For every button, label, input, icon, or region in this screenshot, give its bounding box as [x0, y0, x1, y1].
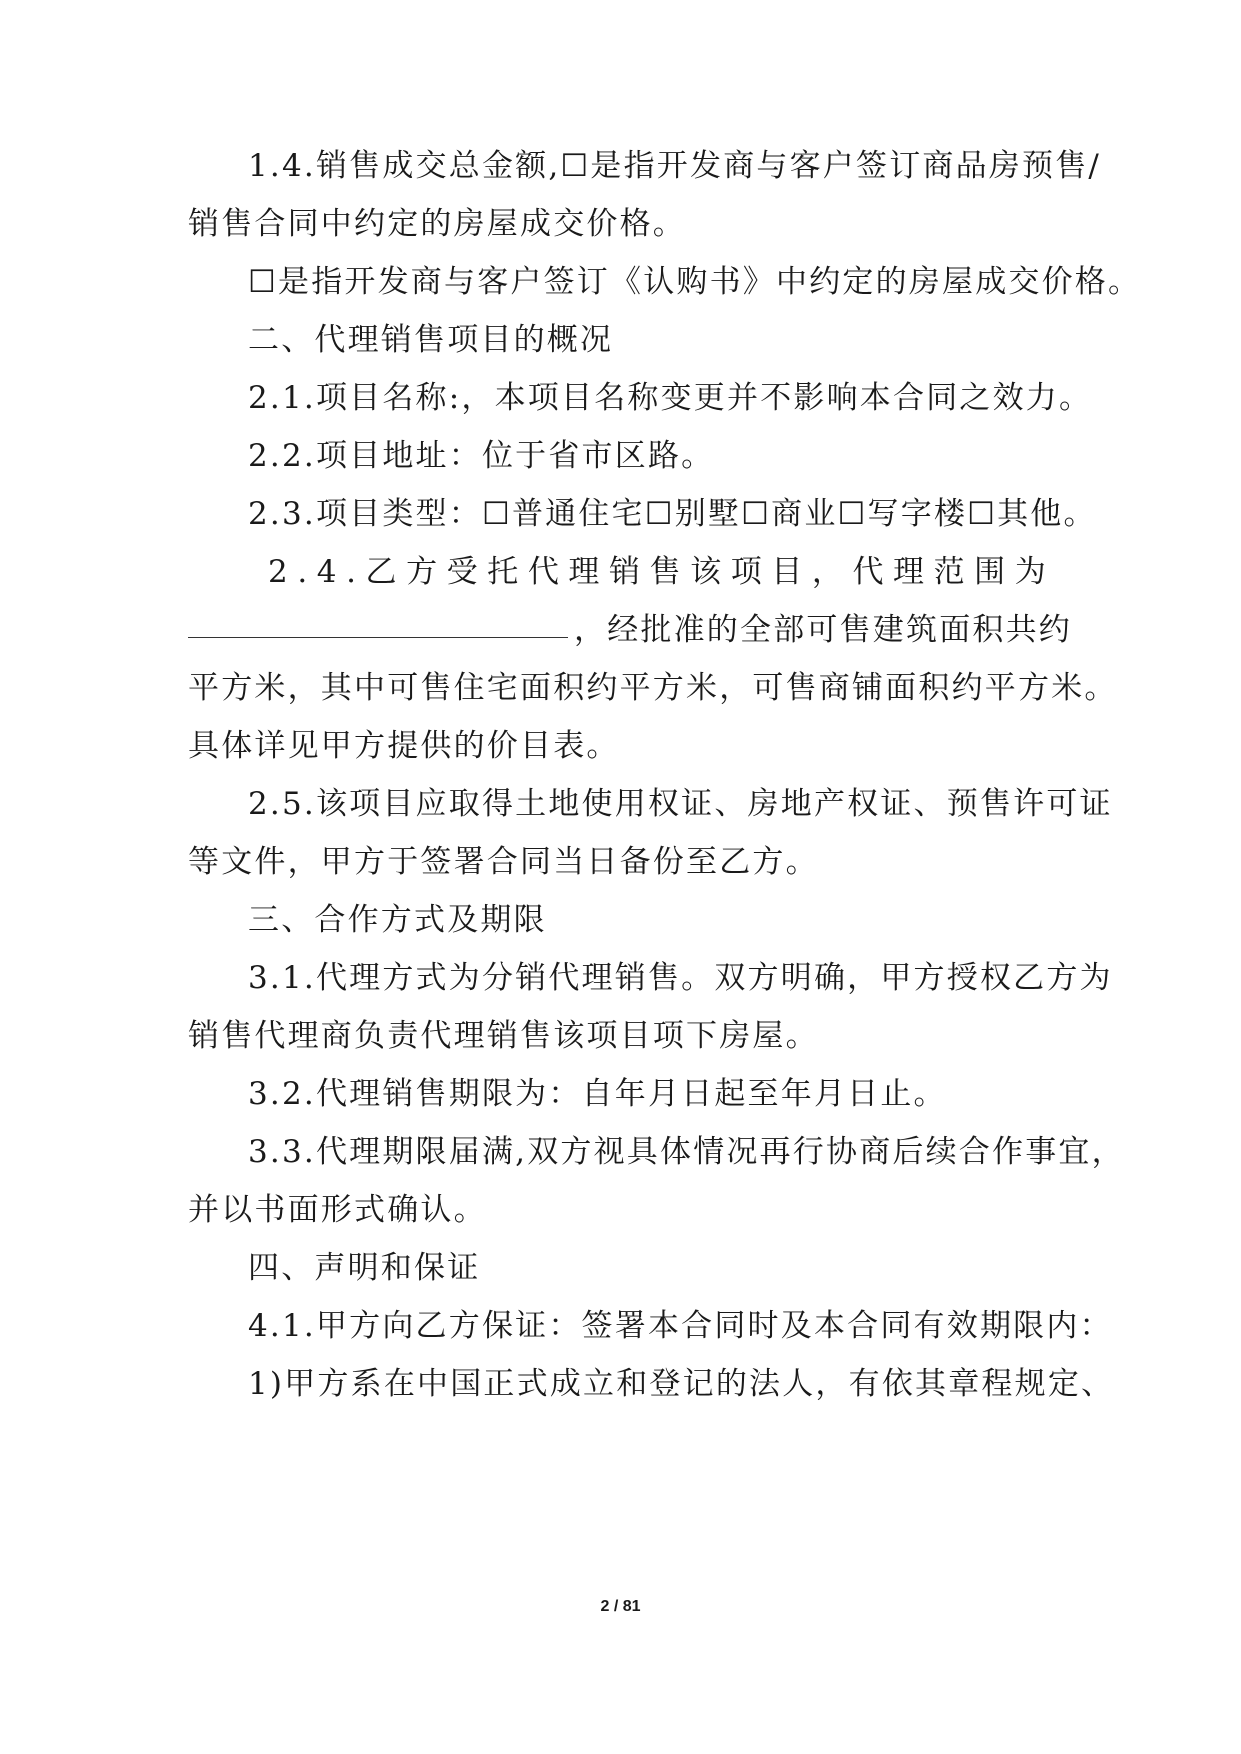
spread-glyph: 方 [406, 554, 440, 590]
spread-glyph: 售 [649, 554, 683, 590]
spread-glyph: 范 [933, 554, 967, 590]
text-line-5: 2.1.项目名称:，本项目名称变更并不影响本合同之效力。 [248, 380, 1093, 416]
text-line-21: 4.1.甲方向乙方保证：签署本合同时及本合同有效期限内： [248, 1308, 1113, 1344]
spread-glyph: 围 [974, 554, 1008, 590]
spread-glyph: ， [811, 554, 846, 590]
spread-glyph: 托 [487, 554, 521, 590]
text-line-6: 2.2.项目地址：位于省市区路。 [248, 438, 715, 474]
text-line-11: 具体详见甲方提供的价目表。 [188, 728, 620, 764]
text-line-19: 并以书面形式确认。 [188, 1192, 487, 1228]
text-line-9-content: ，经批准的全部可售建筑面积共约 [574, 612, 1072, 648]
spread-glyph: 受 [446, 554, 480, 590]
text-line-15: 3.1.代理方式为分销代理销售。双方明确，甲方授权乙方为 [248, 960, 1113, 996]
fill-in-blank-line [188, 611, 568, 638]
spread-glyph: 2 [268, 554, 290, 590]
text-line-3: ☐是指开发商与客户签订《认购书》中约定的房屋成交价格。 [248, 264, 1142, 300]
spread-glyph: . [346, 554, 359, 590]
text-line-9 [188, 610, 1241, 650]
spread-glyph: . [297, 554, 310, 590]
spread-glyph: 代 [527, 554, 562, 590]
text-line-1: 1.4.销售成交总金额,☐是指开发商与客户签订商品房预售/ [248, 148, 1102, 184]
text-line-12: 2.5.该项目应取得土地使用权证、房地产权证、预售许可证 [248, 786, 1113, 822]
spread-glyph: 乙 [365, 554, 399, 590]
text-line-7: 2.3.项目类型：☐普通住宅☐别墅☐商业☐写字楼☐其他。 [248, 496, 1097, 532]
text-line-13: 等文件，甲方于签署合同当日备份至乙方。 [188, 844, 819, 880]
spread-glyph: 目 [771, 554, 805, 590]
spread-glyph: 为 [1014, 554, 1048, 590]
text-line-16: 销售代理商负责代理销售该项目项下房屋。 [188, 1018, 819, 1054]
text-line-22: 1)甲方系在中国正式成立和登记的法人，有依其章程规定、 [248, 1366, 1115, 1402]
spread-glyph: 代 [852, 554, 886, 590]
text-line-10: 平方米，其中可售住宅面积约平方米，可售商铺面积约平方米。 [188, 670, 1118, 706]
page-number: 2 / 81 [600, 1598, 641, 1615]
spread-glyph: 理 [568, 554, 602, 590]
section-heading-3: 三、合作方式及期限 [248, 902, 547, 938]
text-line-18: 3.3.代理期限届满,双方视具体情况再行协商后续合作事宜， [248, 1134, 1125, 1170]
section-heading-4: 四、声明和保证 [248, 1250, 481, 1286]
spread-glyph: 4 [316, 554, 339, 590]
spread-glyph: 理 [893, 554, 927, 590]
text-line-8-justified [268, 552, 1048, 592]
spread-glyph: 销 [608, 554, 643, 590]
text-line-17: 3.2.代理销售期限为：自年月日起至年月日止。 [248, 1076, 947, 1112]
spread-glyph: 该 [690, 554, 724, 590]
spread-glyph: 项 [730, 554, 764, 590]
text-line-2: 销售合同中约定的房屋成交价格。 [188, 206, 686, 242]
section-heading-2: 二、代理销售项目的概况 [248, 322, 614, 358]
